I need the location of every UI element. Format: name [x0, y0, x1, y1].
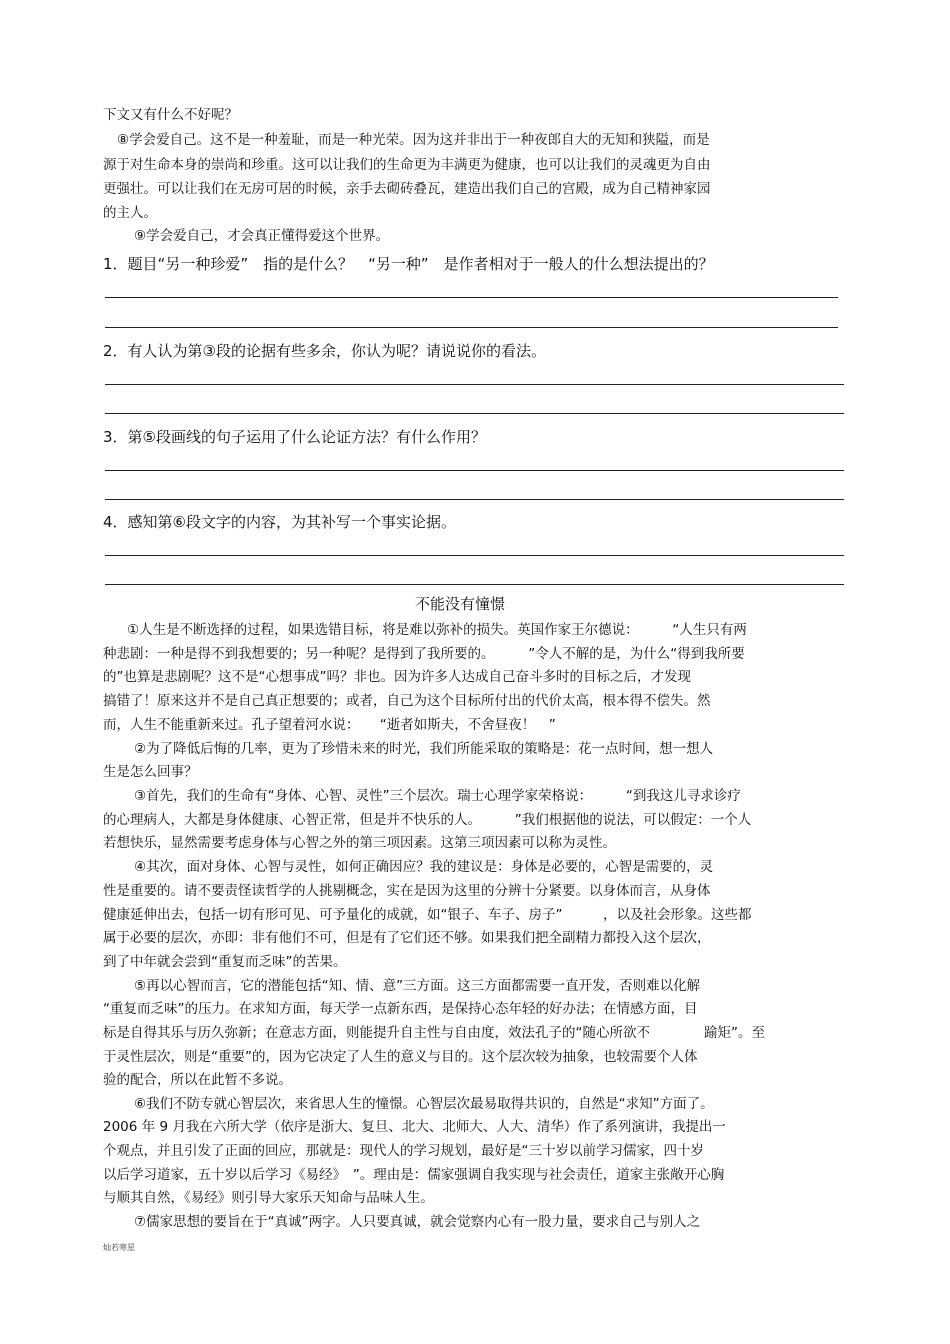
passage2-line: 生是怎么回事？ — [103, 764, 198, 780]
question-4: 4．感知第⑥段文字的内容，为其补写一个事实论据。 — [103, 513, 456, 531]
passage2-line: 而，人生不能重新来过。孔子望着河水说： “逝者如斯夫，不舍昼夜！ ” — [103, 717, 556, 733]
passage2-line: ①人生是不断选择的过程，如果选错目标，将是难以弥补的损失。英国作家王尔德说： “人生只有两 — [127, 622, 747, 638]
passage2-line: 搞错了！原来这并不是自己真正想要的；或者，自己为这个目标所付出的代价太高，根本得不偿失。然 — [103, 693, 711, 709]
answer-line[interactable] — [105, 555, 844, 556]
passage2-line: 于灵性层次，则是“重要”的，因为它决定了人生的意义与目的。这个层次较为抽象，也较需要个人体 — [103, 1049, 698, 1065]
passage2-line: 性是重要的。请不要责怪读哲学的人挑剔概念，实在是因为这里的分辨十分紧要。以身体而言，从身体 — [103, 883, 711, 899]
passage2-line: 2006 年 9 月我在六所大学（依序是浙大、复旦、北大、北师大、人大、清华）作了系列演讲，我提出一 — [103, 1119, 726, 1135]
answer-line[interactable] — [105, 384, 844, 385]
passage1-line: 下文又有什么不好呢？ — [103, 107, 238, 123]
answer-line[interactable] — [105, 413, 844, 414]
passage1-line: 更强壮。可以让我们在无房可居的时候，亲手去砌砖叠瓦，建造出我们自己的宫殿，成为自己精神家园 — [103, 181, 711, 197]
answer-line[interactable] — [105, 327, 838, 328]
passage1-line: ⑨学会爱自己，才会真正懂得爱这个世界。 — [134, 228, 390, 244]
passage1-line: 的主人。 — [103, 205, 157, 221]
passage2-line: ⑥我们不防专就心智层次，来省思人生的憧憬。心智层次最易取得共识的，自然是“求知”方面了。 — [134, 1096, 714, 1112]
passage2-line: 健康延伸出去，包括一切有形可见、可予量化的成就，如“银子、车子、房子” ，以及社会形象。这些都 — [103, 907, 752, 923]
passage2-title: 不能没有憧憬 — [415, 595, 506, 613]
passage2-line: 属于必要的层次，亦即：非有他们不可，但是有了它们还不够。如果我们把全副精力都投入这个层次， — [103, 930, 711, 946]
question-3: 3．第⑤段画线的句子运用了什么论证方法？有什么作用？ — [103, 428, 486, 446]
passage2-line: ②为了降低后悔的几率，更为了珍惜未来的时光，我们所能采取的策略是：花一点时间，想一想人 — [134, 741, 714, 757]
passage2-line: 标是自得其乐与历久弥新；在意志方面，则能提升自主性与自由度，效法孔子的“随心所欲不 踰矩”。至 — [103, 1025, 765, 1041]
passage2-line: “重复而乏味”的压力。在求知方面，每天学一点新东西，是保持心态年轻的好办法；在情感方面，目 — [103, 1001, 698, 1017]
passage2-line: 的心理病人，大都是身体健康、心智正常，但是并不快乐的人。 ”我们根据他的说法，可以假定：一个人 — [103, 812, 752, 828]
passage2-line: 到了中年就会尝到“重复而乏味”的苦果。 — [103, 954, 347, 970]
answer-line[interactable] — [105, 470, 844, 471]
passage2-line: 的”也算是悲剧呢？这不是“心想事成”吗？非也。因为许多人达成自己奋斗多时的目标之后，才发现 — [103, 669, 691, 685]
passage2-line: ④其次，面对身体、心智与灵性，如何正确因应？我的建议是：身体是必要的，心智是需要的，灵 — [134, 859, 714, 875]
question-2: 2．有人认为第③段的论据有些多余，你认为呢？请说说你的看法。 — [103, 342, 546, 360]
passage2-line: 与顺其自然，《易经》则引导大家乐天知命与品味人生。 — [103, 1190, 434, 1206]
passage2-line: ⑦儒家思想的要旨在于“真诚”两字。人只要真诚，就会觉察内心有一股力量，要求自己与别人之 — [134, 1214, 701, 1230]
passage1-line: ⑧学会爱自己。这不是一种羞耻，而是一种光荣。因为这并非出于一种夜郎自大的无知和狭隘，而是 — [117, 132, 710, 148]
passage2-line: 以后学习道家，五十岁以后学习《易经》 ”。理由是：儒家强调自我实现与社会责任，道家主张敞开心胸 — [103, 1167, 725, 1183]
passage2-line: ⑤再以心智而言，它的潜能包括“知、情、意”三方面。这三方面都需要一直开发，否则难以化解 — [134, 978, 701, 994]
answer-line[interactable] — [105, 584, 844, 585]
answer-line[interactable] — [105, 499, 844, 500]
passage2-line: ③首先，我们的生命有“身体、心智、灵性”三个层次。瑞士心理学家荣格说： “到我这儿寻求诊疗 — [134, 788, 741, 804]
passage2-line: 验的配合，所以在此暂不多说。 — [103, 1072, 292, 1088]
passage2-line: 若想快乐，显然需要考虑身体与心智之外的第三项因素。这第三项因素可以称为灵性。 — [103, 835, 616, 851]
passage2-line: 种悲剧：一种是得不到我想要的；另一种呢？是得到了我所要的。 ”令人不解的是，为什么“得到我所要 — [103, 646, 745, 662]
passage1-line: 源于对生命本身的崇尚和珍重。这可以让我们的生命更为丰满更为健康，也可以让我们的灵魂更为自由 — [103, 157, 711, 173]
answer-line[interactable] — [105, 297, 838, 298]
footer-text: 灿若寒星 — [103, 1243, 135, 1252]
question-1: 1．题目“另一种珍爱” 指的是什么？ “另一种” 是作者相对于一般人的什么想法提出的？ — [103, 255, 714, 273]
passage2-line: 个观点，并且引发了正面的回应，那就是：现代人的学习规划，最好是“三十岁以前学习儒家，四十岁 — [103, 1143, 704, 1159]
